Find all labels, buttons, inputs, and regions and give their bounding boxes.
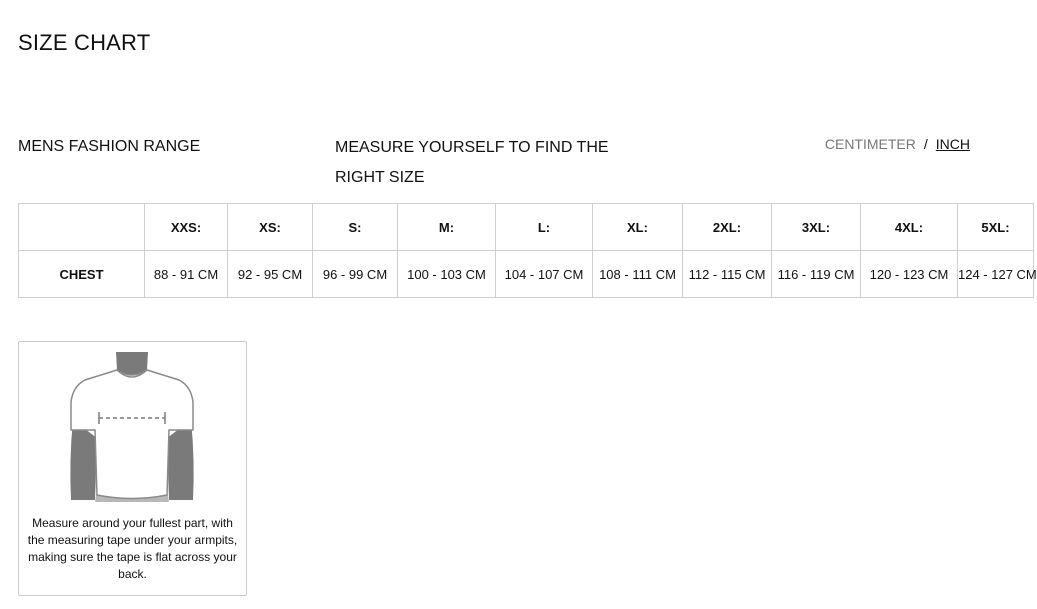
chest-value-m: 100 - 103 CM bbox=[398, 251, 496, 298]
size-table-container bbox=[18, 203, 1037, 298]
table-corner-cell bbox=[19, 204, 145, 251]
tshirt-chest-measure-icon bbox=[67, 350, 197, 505]
size-table bbox=[18, 203, 1037, 298]
unit-centimeter-link[interactable]: CENTIMETER bbox=[824, 136, 916, 152]
size-header-m: M: bbox=[398, 204, 496, 251]
chest-value-xxs: 88 - 91 CM bbox=[145, 251, 228, 298]
measure-guide-card bbox=[18, 341, 247, 596]
page-title: SIZE CHART bbox=[18, 30, 151, 55]
size-header-xxs: XXS: bbox=[145, 204, 228, 251]
size-header-row bbox=[19, 204, 1034, 251]
size-header-xl: XL: bbox=[593, 204, 683, 251]
size-header-s: S: bbox=[313, 204, 398, 251]
size-header-2xl: 2XL: bbox=[683, 204, 772, 251]
unit-inch-link[interactable]: INCH bbox=[935, 136, 970, 152]
size-header-5xl: 5XL: bbox=[958, 204, 1034, 251]
size-header-xs: XS: bbox=[228, 204, 313, 251]
chest-value-2xl: 112 - 115 CM bbox=[683, 251, 772, 298]
unit-separator: / bbox=[923, 136, 928, 152]
chest-value-l: 104 - 107 CM bbox=[496, 251, 593, 298]
chest-value-4xl: 120 - 123 CM bbox=[861, 251, 958, 298]
size-header-3xl: 3XL: bbox=[772, 204, 861, 251]
chest-value-s: 96 - 99 CM bbox=[313, 251, 398, 298]
size-header-4xl: 4XL: bbox=[861, 204, 958, 251]
measure-instruction: MEASURE YOURSELF TO FIND THE RIGHT SIZE bbox=[335, 139, 609, 186]
measure-guide-caption: Measure around your fullest part, with the measuring tape under your armpits, making sure the tape is flat across your back. bbox=[27, 516, 238, 581]
chest-value-xs: 92 - 95 CM bbox=[228, 251, 313, 298]
row-label-chest: CHEST bbox=[19, 251, 145, 298]
chest-value-3xl: 116 - 119 CM bbox=[772, 251, 861, 298]
chest-value-xl: 108 - 111 CM bbox=[593, 251, 683, 298]
chest-value-5xl: 124 - 127 CM bbox=[958, 251, 1034, 298]
unit-toggle bbox=[825, 136, 970, 152]
range-label: MENS FASHION RANGE bbox=[18, 138, 201, 155]
size-header-l: L: bbox=[496, 204, 593, 251]
table-row bbox=[19, 251, 1034, 298]
